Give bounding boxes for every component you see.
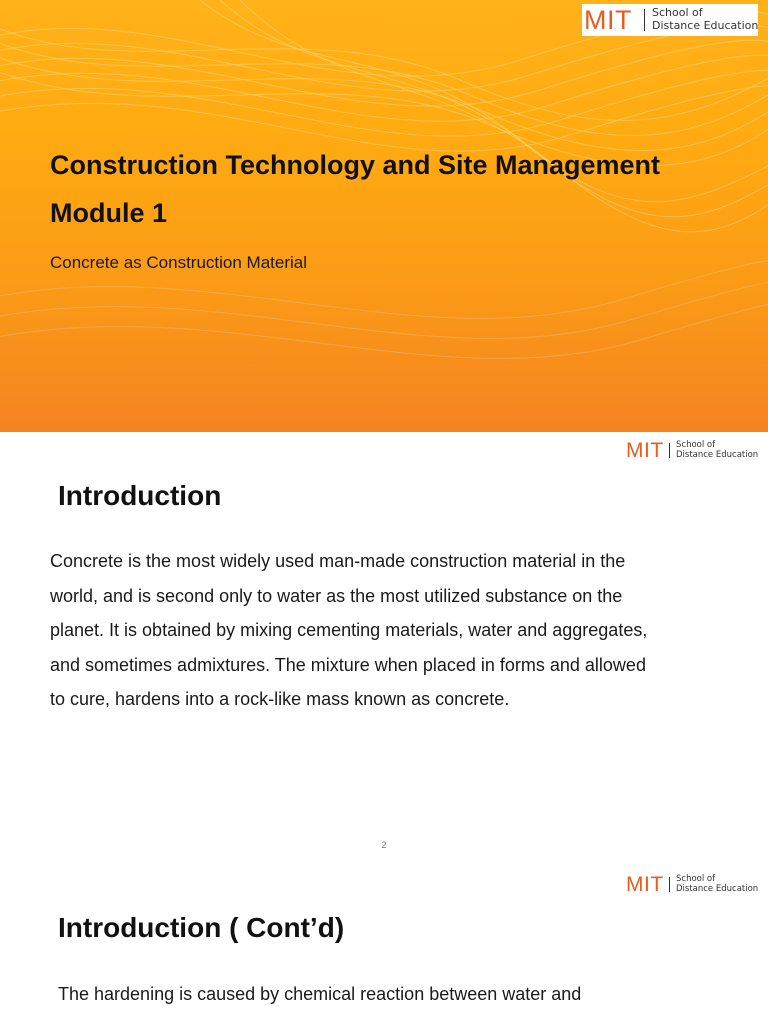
paragraph-line: to cure, hardens into a rock-like mass known as concrete. bbox=[50, 689, 510, 709]
logo-divider bbox=[644, 9, 645, 31]
course-title: Construction Technology and Site Management bbox=[50, 150, 661, 180]
logo-school-name bbox=[652, 7, 758, 32]
mit-logo-small bbox=[624, 872, 764, 898]
slide-subtitle: Concrete as Construction Material bbox=[50, 253, 308, 272]
logo-divider bbox=[669, 443, 670, 458]
paragraph-line: and sometimes admixtures. The mixture when placed in forms and allowed bbox=[50, 654, 646, 675]
logo-school-name bbox=[676, 441, 758, 461]
title-slide bbox=[0, 0, 768, 432]
page-number: 2 bbox=[381, 840, 387, 850]
module-title: Module 1 bbox=[50, 198, 168, 228]
contd-paragraph bbox=[58, 977, 581, 1012]
mit-logo bbox=[582, 4, 758, 36]
logo-school-line2: Distance Education bbox=[676, 449, 759, 460]
slide-heading: Introduction bbox=[58, 480, 222, 511]
logo-school-name bbox=[676, 875, 758, 895]
logo-school-line2: Distance Education bbox=[676, 883, 759, 894]
logo-divider bbox=[669, 877, 670, 892]
mit-logo-small bbox=[624, 438, 764, 464]
paragraph-line: The hardening is caused by chemical reaction between water and bbox=[58, 984, 582, 1004]
introduction-contd-slide bbox=[0, 864, 768, 1024]
logo-school-line1: School of bbox=[676, 440, 716, 450]
mit-wordmark: MIT bbox=[626, 873, 664, 896]
mit-wordmark: MIT bbox=[626, 439, 664, 462]
slide-heading: Introduction ( Cont’d) bbox=[58, 912, 345, 943]
logo-school-line1: School of bbox=[676, 874, 716, 884]
mit-wordmark: MIT bbox=[584, 5, 632, 35]
paragraph-line: world, and is second only to water as the most utilized substance on the bbox=[50, 585, 623, 606]
logo-school-line2: Distance Education bbox=[652, 18, 759, 32]
paragraph-line: planet. It is obtained by mixing cementing materials, water and aggregates, bbox=[50, 620, 648, 640]
logo-school-line1: School of bbox=[652, 6, 703, 19]
introduction-slide bbox=[0, 432, 768, 864]
paragraph-line: Concrete is the most widely used man-made construction material in the bbox=[50, 551, 626, 571]
intro-paragraph bbox=[50, 544, 647, 717]
